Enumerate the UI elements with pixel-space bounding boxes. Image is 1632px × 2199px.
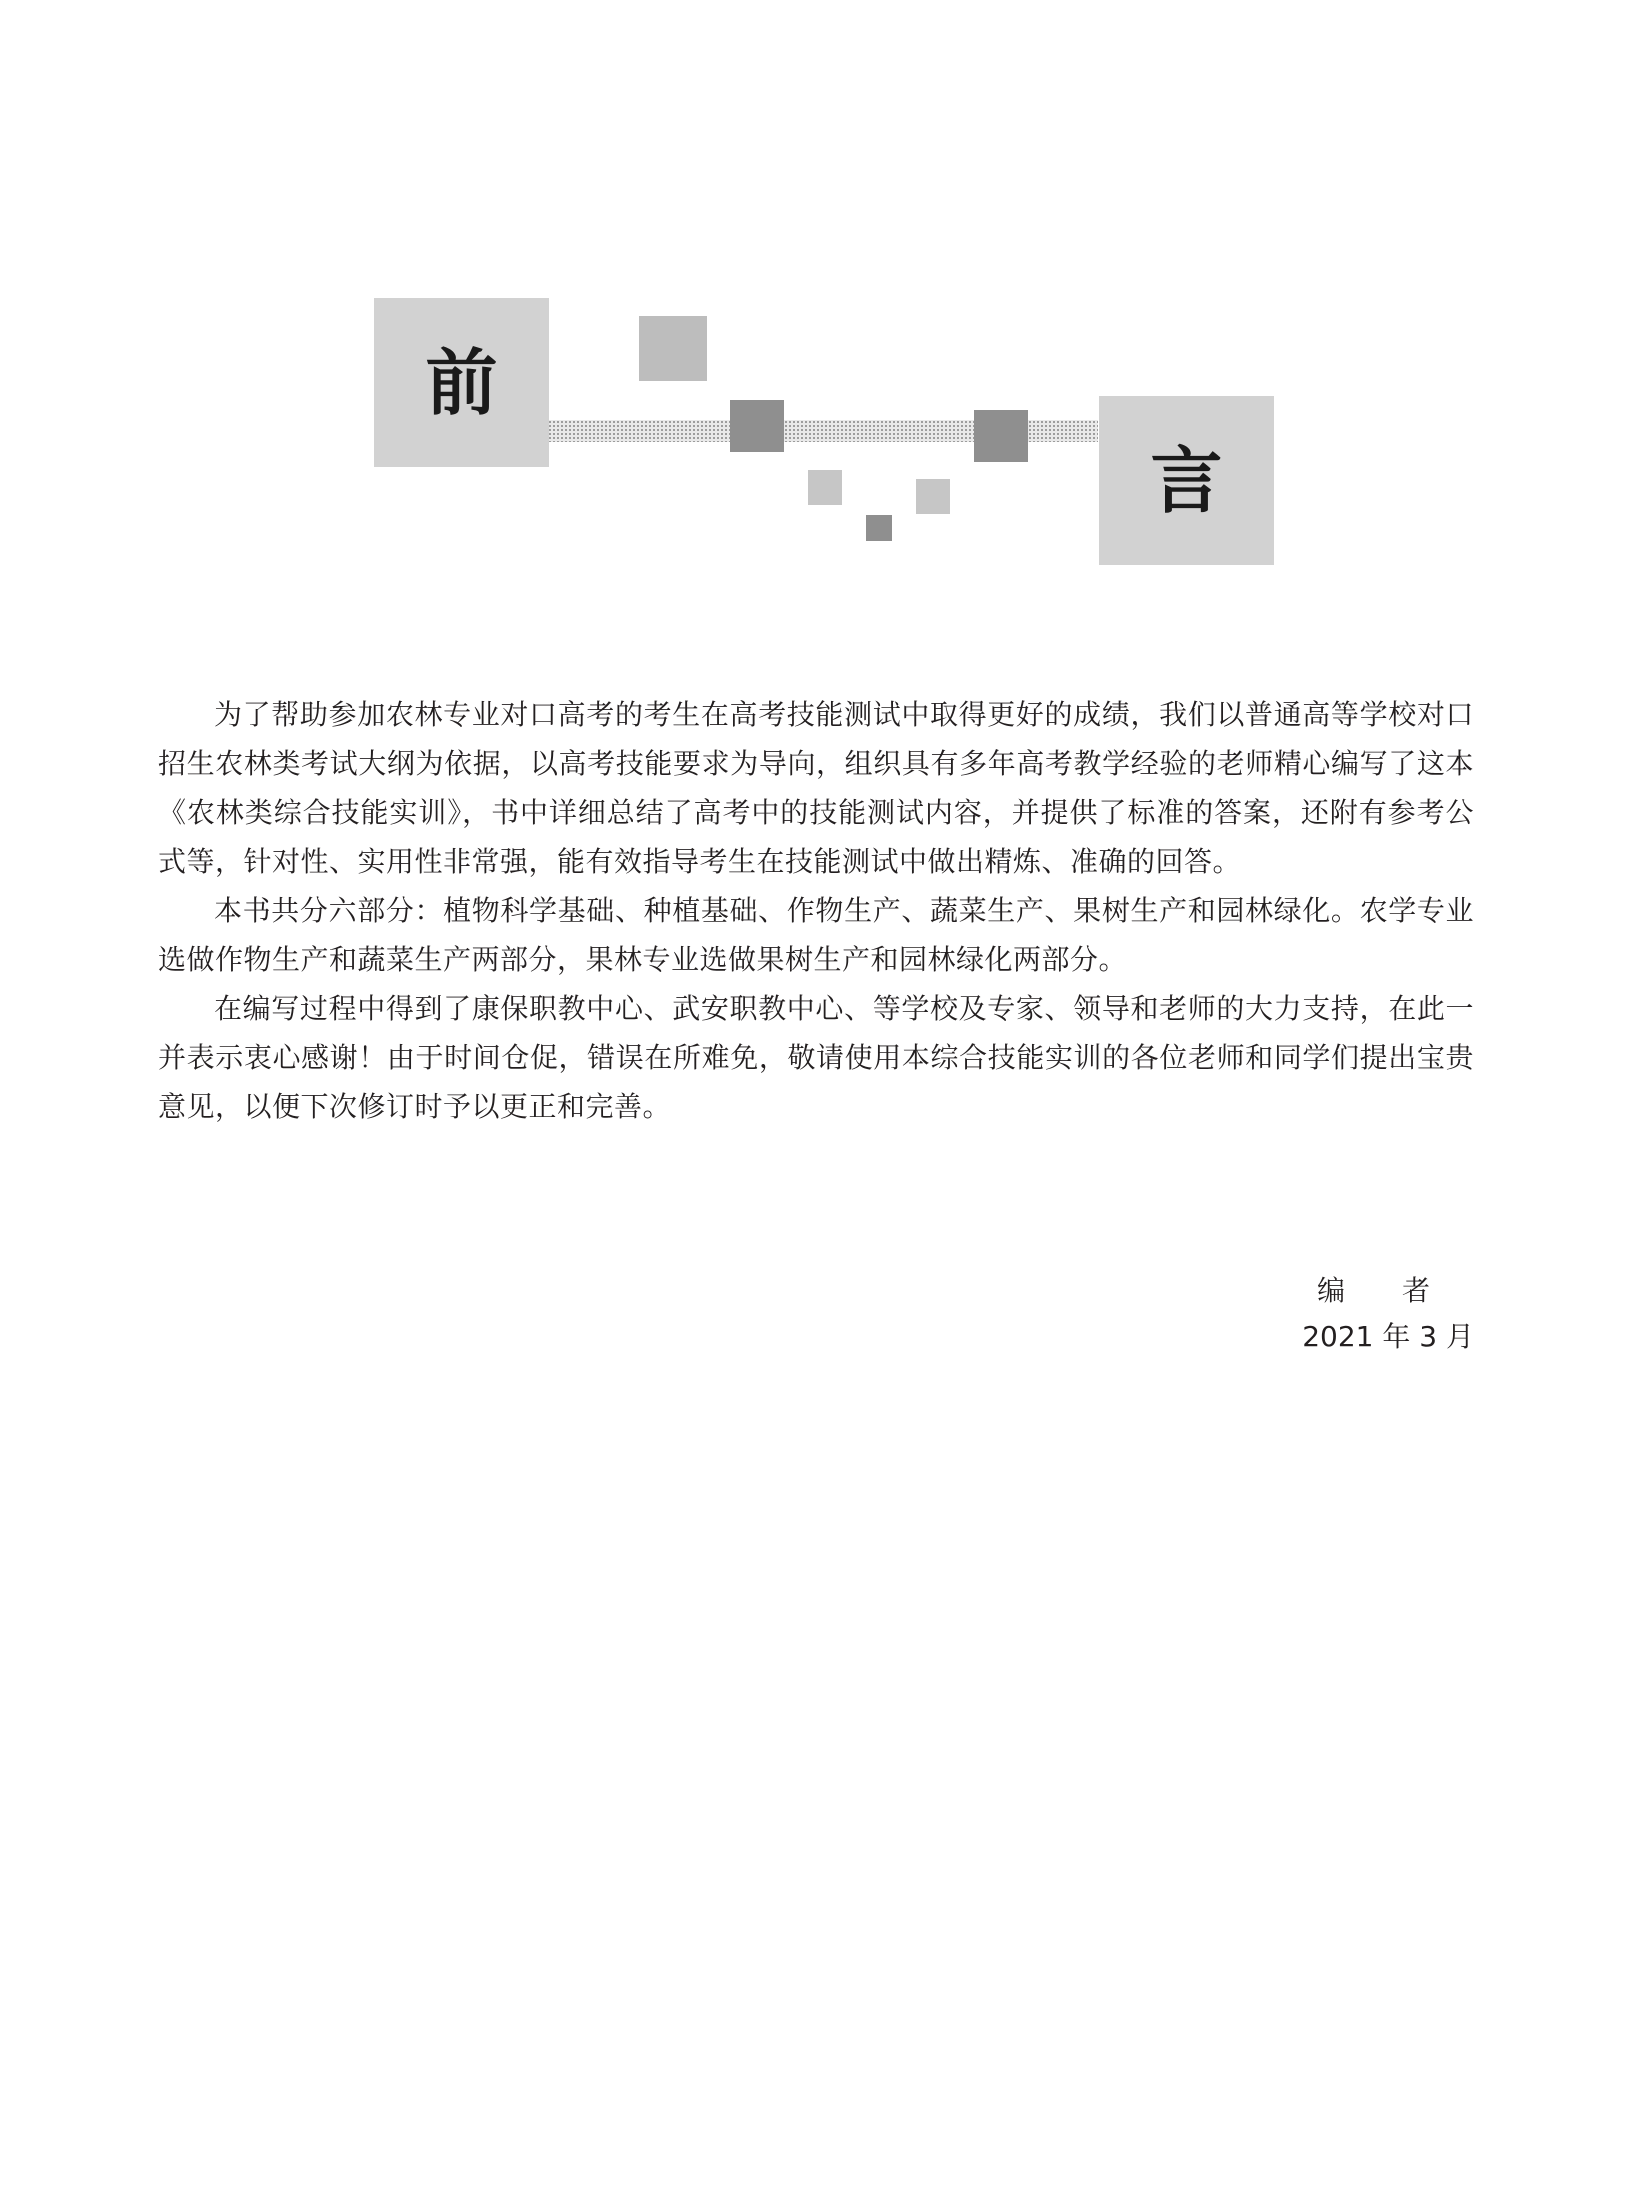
deco-square-top: [639, 316, 707, 381]
preface-body: [158, 690, 1474, 1131]
signature-date: 2021 年 3 月: [1302, 1320, 1474, 1353]
signature-block: [1302, 1268, 1474, 1360]
preface-paragraph-3: 在编写过程中得到了康保职教中心、武安职教中心、等学校及专家、领导和老师的大力支持，在此一并表示衷心感谢！由于时间仓促，错误在所难免，敬请使用本综合技能实训的各位老师和同学们提出宝贵意见，以便下次修订时予以更正和完善。: [158, 992, 1474, 1123]
signature-author: 编 者: [1317, 1274, 1454, 1307]
preface-paragraph-1: 为了帮助参加农林专业对口高考的考生在高考技能测试中取得更好的成绩，我们以普通高等学校对口招生农林类考试大纲为依据，以高考技能要求为导向，组织具有多年高考教学经验的老师精心编写了这本《农林类综合技能实训》，书中详细总结了高考中的技能测试内容，并提供了标准的答案，还附有参考公式等，针对性、实用性非常强，能有效指导考生在技能测试中做出精炼、准确的回答。: [158, 698, 1474, 878]
deco-square-small-left: [808, 470, 842, 505]
title-box-left: [374, 298, 549, 467]
preface-paragraph-2: 本书共分六部分：植物科学基础、种植基础、作物生产、蔬菜生产、果树生产和园林绿化。农学专业选做作物生产和蔬菜生产两部分，果林专业选做果树生产和园林绿化两部分。: [158, 894, 1474, 976]
title-char-qian: 前: [425, 340, 498, 425]
deco-square-small-right: [916, 479, 950, 514]
title-box-right: [1099, 396, 1274, 565]
deco-square-bar-left: [730, 400, 784, 452]
preface-header-graphic: [0, 0, 1632, 600]
deco-square-tiny: [866, 515, 892, 541]
title-char-yan: 言: [1150, 438, 1223, 523]
deco-square-bar-right: [974, 410, 1028, 462]
